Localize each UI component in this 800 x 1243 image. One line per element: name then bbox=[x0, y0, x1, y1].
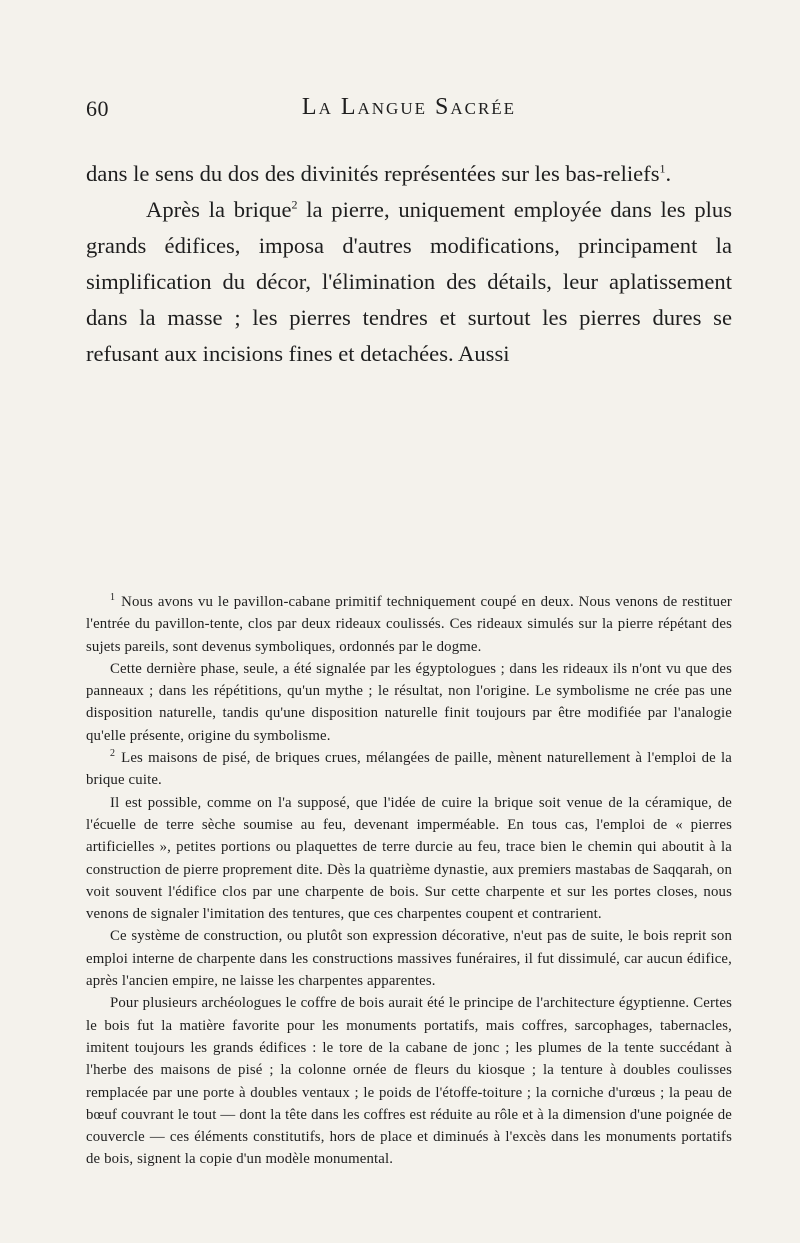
running-title: La Langue Sacrée bbox=[301, 94, 517, 120]
footnote-ref-2: 2 bbox=[291, 197, 298, 212]
footnote-ref-1: 1 bbox=[659, 161, 666, 176]
footnote-1-paragraph-1 bbox=[86, 591, 732, 658]
footnote-1-marker: 1 bbox=[110, 592, 116, 604]
page-header bbox=[86, 90, 732, 130]
paragraph-1 bbox=[86, 156, 732, 192]
paragraph-2-text: la pierre, uniquement employée dans les plus grands édifices, imposa d'autres modifications, principament la simplification du décor, l'élimination des détails, leur aplatissement dans la masse ; les pierres tendres et surtout les pierres dures se refusant aux incisions fines et detachées. Aussi bbox=[86, 197, 733, 366]
paragraph-2 bbox=[86, 192, 732, 372]
footnote-1-text-1: Nous avons vu le pavillon-cabane primitif techniquement coupé en deux. Nous venons de restituer l'entrée du pavillon-tente, clos par deux rideaux coulissés. Ces rideaux simulés sur la pierre répétant des sujets pareils, sont devenus symboliques, ordonnés par le dogme. bbox=[86, 594, 732, 655]
paragraph-2-start: Après la brique bbox=[146, 197, 292, 222]
footnote-2-paragraph-1 bbox=[86, 747, 732, 792]
footnotes bbox=[86, 591, 732, 1171]
paragraph-1-text: dans le sens du dos des divinités représentées sur les bas-reliefs bbox=[86, 161, 660, 186]
footnote-2-marker: 2 bbox=[110, 748, 116, 760]
footnote-2-paragraph-4: Pour plusieurs archéologues le coffre de bois aurait été le principe de l'architecture égyptienne. Certes le bois fut la matière favorite pour les monuments portatifs, mais coffres, sarcophages, tabernacles, imitent toujours les grands édifices : le tore de la cabane de jonc ; les plumes de la tente succédant à l'herbe des maisons de pisé ; la colonne ornée de fleurs du kiosque ; la tenture à doubles coulisses remplacée par une porte à doubles ventaux ; le poids de l'étoffe-toiture ; la corniche d'urœus ; la peau de bœuf couvrant le tout — dont la tête dans les coffres est réduite au rôle et à la dimension d'une poignée de couvercle — ces éléments constitutifs, hors de place et diminués à l'excès dans les monuments portatifs de bois, signent la copie d'un modèle monumental. bbox=[86, 995, 732, 1168]
paragraph-1-end: . bbox=[665, 161, 672, 186]
page-number: 60 bbox=[86, 96, 109, 121]
footnote-2-text-1: Les maisons de pisé, de briques crues, mélangées de paille, mènent naturellement à l'emploi de la brique cuite. bbox=[86, 750, 732, 789]
footnote-1-paragraph-2: Cette dernière phase, seule, a été signalée par les égyptologues ; dans les rideaux ils n'ont vu que des panneaux ; dans les répétitions, qu'un mythe ; le résultat, non l'origine. Le symbolisme ne crée pas une disposition naturelle, tandis qu'une disposition naturelle finit toujours par être modifiée par l'analogie qu'elle présente, origine du symbolisme. bbox=[86, 660, 732, 744]
footnote-2-paragraph-2: Il est possible, comme on l'a supposé, que l'idée de cuire la brique soit venue de la céramique, de l'écuelle de terre sèche soumise au feu, devenant imperméable. En tous cas, l'emploi de « pierres artificielles », petites portions ou plaquettes de terre durcie au feu, trace bien le chemin qui aboutit à la construction de pierre proprement dite. Dès la quatrième dynastie, aux premiers mastabas de Saqqarah, on voit souvent l'édifice clos par une charpente de bois. Sur cette charpente et sur les portes closes, nous venons de signaler l'imitation des tentures, que ces charpentes coupent et contrarient. bbox=[86, 794, 732, 923]
main-text bbox=[86, 156, 732, 372]
footnote-2-paragraph-3: Ce système de construction, ou plutôt son expression décorative, n'eut pas de suite, le bois reprit son emploi interne de charpente dans les constructions massives funéraires, il fut dissimulé, car aucun édifice, après l'ancien empire, ne laisse les charpentes apparentes. bbox=[86, 928, 732, 990]
